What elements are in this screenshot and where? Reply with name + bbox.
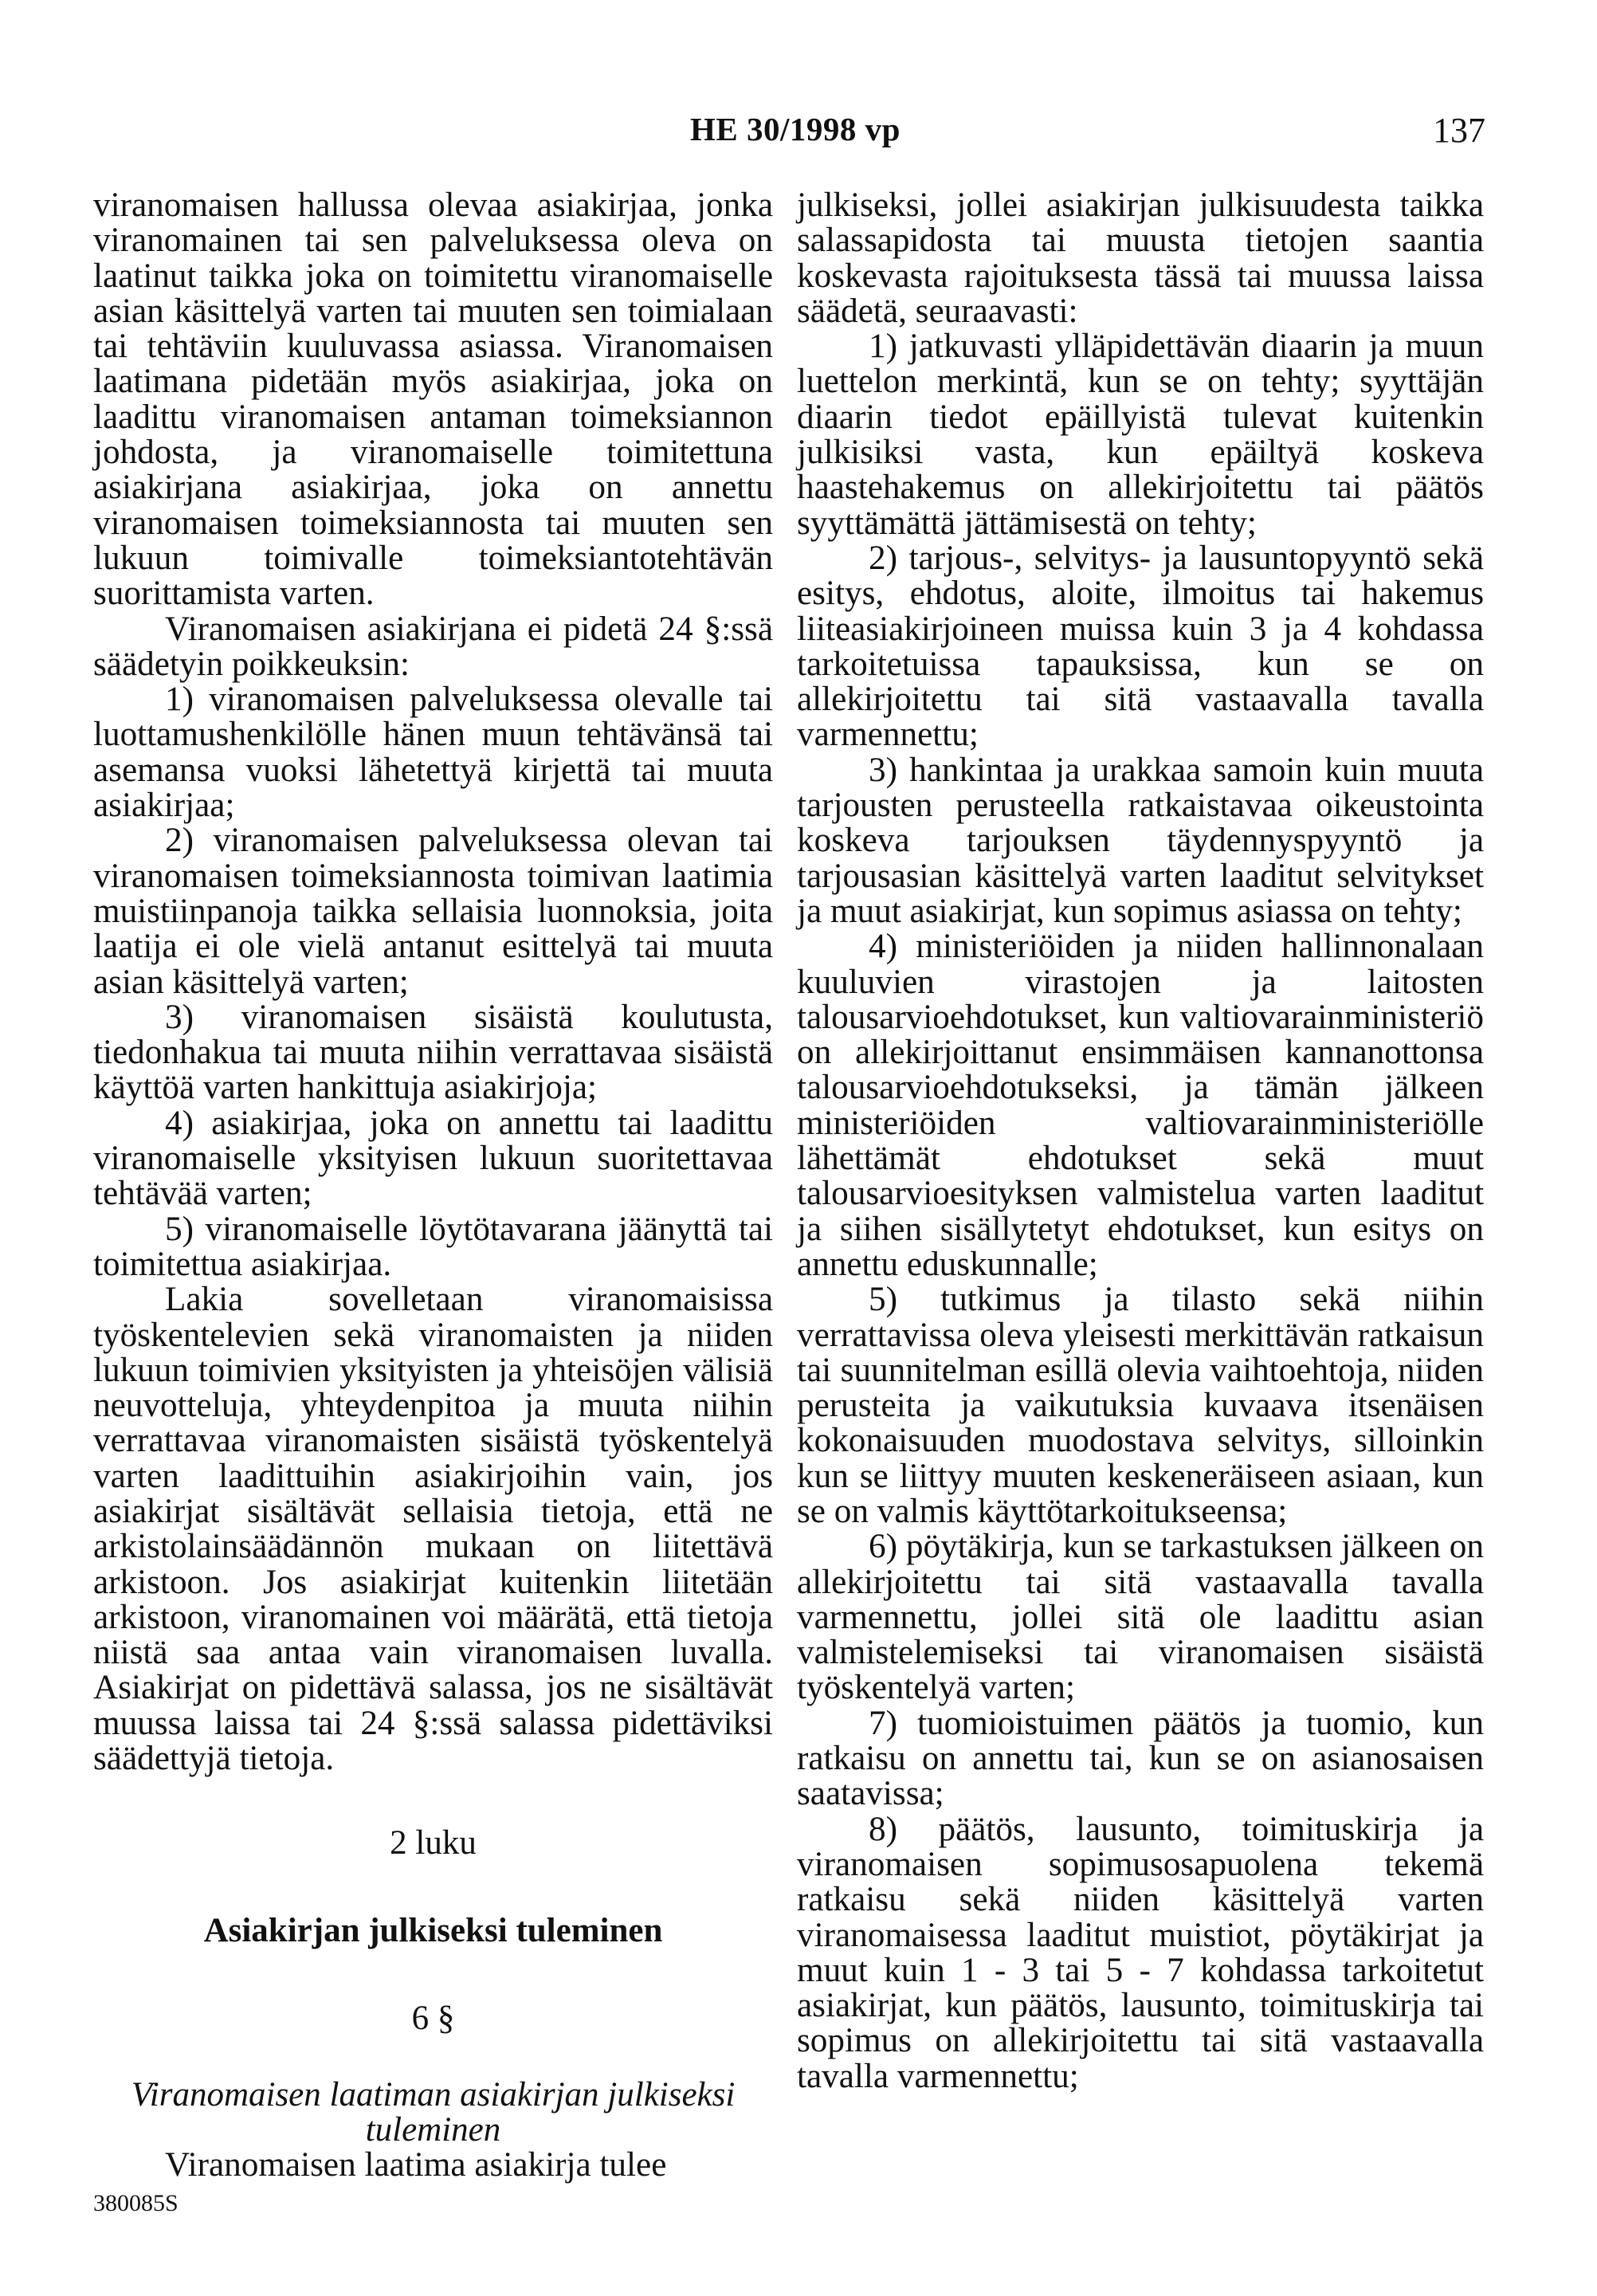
list-item: 4) asiakirjaa, joka on annettu tai laadittu viranomaiselle yksityisen lukuun suoritettavaa tehtävää varten; bbox=[93, 1104, 773, 1213]
list-item: 4) ministeriöiden ja niiden hallinnonalaan kuuluvien virastojen ja laitosten talousarvioehdotukset, kun valtiovarainministeriö on allekirjoittanut ensimmäisen kannanottonsa talousarvioehdotukseksi, ja tämän jälkeen ministeriöiden valtiovarainministeriölle lähettämät ehdotukset sekä muut talousarvioesityksen valmistelua varten laaditut ja siihen sisällytetyt ehdotukset, kun esitys on annettu eduskunnalle; bbox=[797, 928, 1484, 1283]
list-item: 3) viranomaisen sisäistä koulutusta, tiedonhakua tai muuta niihin verrattavaa sisäistä käyttöä varten hankittuja asiakirjoja; bbox=[93, 998, 773, 1107]
body-paragraph: julkiseksi, jollei asiakirjan julkisuudesta taikka salassapidosta tai muusta tietojen saantia koskevasta rajoituksesta tässä tai muussa laissa säädetä, seuraavasti: bbox=[797, 186, 1484, 330]
chapter-heading bbox=[93, 1826, 773, 2148]
section-title: Viranomaisen laatiman asiakirjan julkiseksi tuleminen bbox=[131, 2076, 736, 2149]
list-item: 2) tarjous-, selvitys- ja lausuntopyyntö sekä esitys, ehdotus, aloite, ilmoitus tai hakemus liiteasiakirjoineen muissa kuin 3 ja 4 kohdassa tarkoitetuissa tapauksissa, kun se on allekirjoitettu tai sitä vastaavalla tavalla varmennettu; bbox=[797, 539, 1484, 754]
list-item: 1) jatkuvasti ylläpidettävän diaarin ja muun luettelon merkintä, kun se on tehty; syyttäjän diaarin tiedot epäillyistä tulevat kuitenkin julkisiksi vasta, kun epäiltyä koskeva haastehakemus on allekirjoitettu tai päätös syyttämättä jättämisestä on tehty; bbox=[797, 328, 1484, 542]
list-item: 5) viranomaiselle löytötavarana jäänyttä tai toimitettua asiakirjaa. bbox=[93, 1210, 773, 1283]
section-number: 6 § bbox=[411, 2000, 455, 2038]
running-head: HE 30/1998 vp bbox=[690, 111, 901, 147]
page-number: 137 bbox=[1433, 111, 1485, 150]
chapter-title: Asiakirjan julkiseksi tuleminen bbox=[203, 1912, 663, 1950]
list-item: 2) viranomaisen palveluksessa olevan tai viranomaisen toimeksiannosta toimivan laatimia muistiinpanoja taikka sellaisia luonnoksia, joita laatija ei ole vielä antanut esittelyä tai muuta asian käsittelyä varten; bbox=[93, 822, 773, 1001]
list-item: 5) tutkimus ja tilasto sekä niihin verrattavissa oleva yleisesti merkittävän ratkaisun tai suunnitelman esillä olevia vaihtoehtoja, niiden perusteita ja vaikutuksia kuvaava itsenäisen kokonaisuuden muodostava selvitys, silloinkin kun se liittyy muuten keskeneräiseen asiaan, kun se on valmis käyttötarkoitukseensa; bbox=[797, 1281, 1484, 1530]
chapter-number: 2 luku bbox=[390, 1824, 477, 1862]
list-item: 7) tuomioistuimen päätös ja tuomio, kun ratkaisu on annettu tai, kun se on asianosaisen saatavissa; bbox=[797, 1704, 1484, 1813]
list-item: 1) viranomaisen palveluksessa olevalle tai luottamushenkilölle hänen muun tehtävänsä tai asemansa vuoksi lähetettyä kirjettä tai muuta asiakirjaa; bbox=[93, 681, 773, 825]
body-paragraph: Viranomaisen asiakirjana ei pidetä 24 §:ssä säädetyin poikkeuksin: bbox=[93, 610, 773, 683]
left-column bbox=[93, 188, 773, 2184]
document-code: 380085S bbox=[93, 2190, 179, 2216]
page-header bbox=[0, 110, 1597, 158]
right-column bbox=[797, 188, 1484, 2094]
list-item: 8) päätös, lausunto, toimituskirja ja viranomaisen sopimusosapuolena tekemä ratkaisu sekä niiden käsittelyä varten viranomaisessa laaditut muistiot, pöytäkirjat ja muut kuin 1 - 3 tai 5 - 7 kohdassa tarkoitetut asiakirjat, kun päätös, lausunto, toimituskirja tai sopimus on allekirjoitettu tai sitä vastaavalla tavalla varmennettu; bbox=[797, 1810, 1484, 2095]
list-item: 3) hankintaa ja urakkaa samoin kuin muuta tarjousten perusteella ratkaistavaa oikeustointa koskeva tarjouksen täydennyspyyntö ja tarjousasian käsittelyä varten laaditut selvitykset ja muut asiakirjat, kun sopimus asiassa on tehty; bbox=[797, 751, 1484, 930]
body-paragraph: Viranomaisen laatima asiakirja tulee bbox=[165, 2146, 667, 2184]
list-item: 6) pöytäkirja, kun se tarkastuksen jälkeen on allekirjoitettu tai sitä vastaavalla tavalla varmennettu, jollei sitä ole laadittu asian valmistelemiseksi tai viranomaisen sisäistä työskentelyä varten; bbox=[797, 1528, 1484, 1707]
body-paragraph: viranomaisen hallussa olevaa asiakirjaa, jonka viranomainen tai sen palveluksessa oleva on laatinut taikka joka on toimitettu viranomaiselle asian käsittelyä varten tai muuten sen toimialaan tai tehtäviin kuuluvassa asiassa. Viranomaisen laatimana pidetään myös asiakirjaa, joka on laadittu viranomaisen antaman toimeksiannon johdosta, ja viranomaiselle toimitettuna asiakirjana asiakirjaa, joka on annettu viranomaisen toimeksiannosta tai muuten sen lukuun toimivalle toimeksiantotehtävän suorittamista varten. bbox=[93, 186, 773, 613]
body-paragraph: Lakia sovelletaan viranomaisissa työskentelevien sekä viranomaisten ja niiden lukuun toimivien yksityisten ja yhteisöjen välisiä neuvotteluja, yhteydenpitoa ja muuta niihin verrattavaa viranomaisten sisäistä työskentelyä varten laadittuihin asiakirjoihin vain, jos asiakirjat sisältävät sellaisia tietoja, että ne arkistolainsäädännön mukaan on liitettävä arkistoon. Jos asiakirjat kuitenkin liitetään arkistoon, viranomainen voi määrätä, että tietoja niistä saa antaa vain viranomaisen luvalla. Asiakirjat on pidettävä salassa, jos ne sisältävät muussa laissa tai 24 §:ssä salassa pidettäviksi säädettyjä tietoja. bbox=[93, 1281, 773, 1778]
